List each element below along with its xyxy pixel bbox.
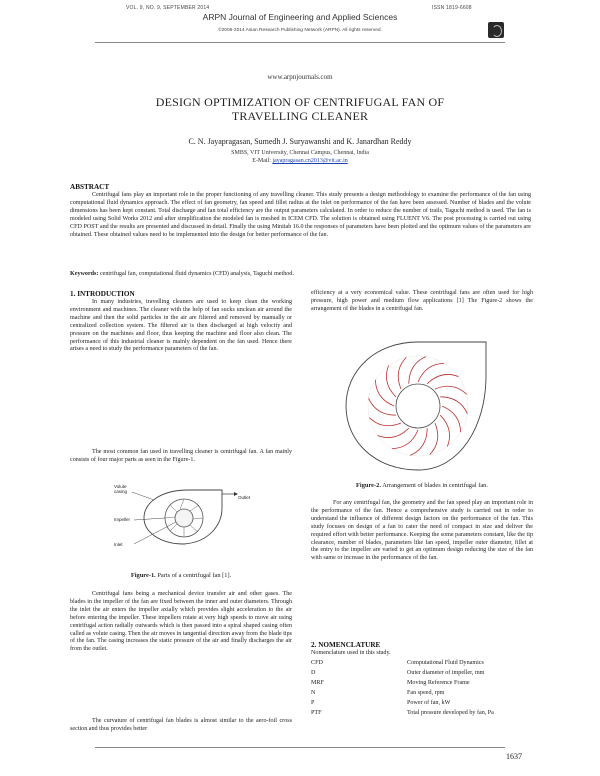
nomenclature-table	[311, 660, 533, 730]
journal-name: ARPN Journal of Engineering and Applied Sciences	[202, 12, 398, 22]
keywords-text: centrifugal fan, computational fluid dynamics (CFD) analysis, Taguchi method.	[98, 271, 294, 277]
paper-title	[60, 95, 540, 123]
nomenclature-definition: Moving Reference Frame	[407, 680, 470, 686]
col1-paragraph-4: The curvature of centrifugal fan blades is almost similar to the aero-foil cross section and thus provides better	[70, 718, 292, 732]
affiliation-block	[0, 149, 600, 165]
fig2-blade	[375, 380, 394, 406]
fig2-impeller-outer	[368, 356, 468, 456]
fig1-label-outlet: Outlet	[238, 495, 251, 500]
fig2-blade	[392, 430, 418, 449]
nomenclature-symbol: N	[311, 690, 316, 696]
fig1-inlet-circle	[175, 509, 193, 527]
page-number: 1637	[506, 752, 522, 761]
nomenclature-heading: 2. NOMENCLATURE	[311, 641, 381, 649]
fig2-blade	[410, 428, 427, 455]
figure-1-diagram	[110, 482, 260, 562]
nomenclature-symbol: MRF	[311, 680, 324, 686]
fig2-blade	[409, 357, 426, 384]
email-label: E-Mail:	[252, 158, 273, 164]
fig2-blade	[369, 418, 401, 426]
figure-2-caption-text: Arrangement of blades in centrifugal fan.	[380, 482, 488, 489]
fig2-blade	[378, 428, 409, 437]
keywords-line	[70, 271, 531, 279]
nomenclature-symbol: CFD	[311, 660, 323, 666]
fig2-blade	[435, 386, 467, 394]
nomenclature-symbol: D	[311, 670, 316, 676]
nomenclature-symbol: PTF	[311, 710, 322, 716]
fig1-label-volute: Volute	[114, 484, 127, 489]
nomenclature-definition: Total pressure developed by fan, Pa	[407, 710, 494, 716]
fig2-blade	[418, 363, 444, 382]
nomenclature-definition: Outer diameter of impeller, mm	[407, 670, 485, 676]
fig2-blade	[440, 397, 467, 414]
nomenclature-definition: Fan speed, rpm	[407, 690, 445, 696]
figure-2-blade-diagram	[336, 336, 506, 474]
fig1-label-impeller: Impeller	[114, 517, 131, 522]
fig2-blade	[430, 423, 438, 455]
nomenclature-symbol: P	[311, 700, 315, 706]
fig2-blade	[386, 366, 395, 397]
fig1-label-casing: casing	[114, 489, 128, 494]
figure-1-caption	[70, 572, 292, 579]
nomenclature-intro: Nomenclature used in this study.	[311, 650, 391, 656]
footer-divider	[95, 747, 505, 748]
intro-paragraph-2: The most common fan used in travelling cleaner is centrifugal fan. A fan mainly consists of four major parts as seen in the Figure-1.	[70, 449, 292, 463]
affiliation: SMBS, VIT University, Chennai Campus, Chennai, India	[231, 150, 369, 156]
fig2-blade	[369, 398, 396, 415]
figure-1-caption-label: Figure-1.	[130, 572, 156, 579]
nomenclature-definition: Power of fan, kW	[407, 700, 451, 706]
figure-2-caption-label: Figure-2.	[356, 482, 381, 489]
nomenclature-definition: Computational Fluid Dynamics	[407, 660, 484, 666]
fig2-blade	[440, 415, 449, 446]
volume-info: VOL. 9, NO. 9, SEPTEMBER 2014	[126, 5, 210, 11]
col2-paragraph-1: efficiency at a very economical value. These centrifugal fans are often used for high pressure, high power and medium flow applications [1] The Figure-2 shows the arrangement of the blades in a centrifugal fan.	[311, 290, 533, 312]
fig2-blade	[427, 374, 458, 383]
keywords-label: Keywords:	[70, 271, 99, 277]
issn: ISSN 1819-6608	[432, 5, 472, 11]
copyright-notice: ©2006-2014 Asian Research Publishing Network (ARPN). All rights reserved.	[218, 28, 382, 33]
col2-paragraph-2: For any centrifugal fan, the geometry and the fan speed play an important role in the performance of the fan. Hence a comprehensive study is carried out in order to understand the influence of different design factors on the performance of the fan. This study focuses on design of a fan to cater the need of compact in size and deliver the required effort with better performance. Keeping the some parameters constant, like the tip clearance, number of blades, parameters like fan speed, impeller outer diameter, fillet at the entry to the impeller are varied to get an optimum design reducing the size of the fan with same or increase in the performance of the fan.	[311, 500, 533, 562]
abstract-text: Centrifugal fans play an important role in the proper functioning of any travelling cleaner. This study presents a design methodology to examine the performance of the fan using computational fluid dynamics approach. The effect of fan geometry, fan speed and fillet radius at the inlet on performance of the fan have been assessed. Number of blades and the volute dimensions has been kept constant. Total discharge and fan total efficiency are the output parameters calculated. In order to reduce the number of trails, Taguchi method is used. The fan is modeled using Solid Works 2012 and after simplification the modeled fan is meshed in ICEM CFD. The solution is obtained using FLUENT V6. The post processing is carried out using CFD POST and the results are presented and discussed in detail. Finally the using Minitab 16.0 the responses of parameters have been plotted and the optimum values of the parameters are obtained. These obtained values need to be implemented into the design for better performance of the fan.	[70, 192, 531, 238]
arpn-logo-icon	[488, 22, 504, 38]
authors: C. N. Jayapragasan, Sumedh J. Suryawanshi and K. Janardhan Reddy	[188, 137, 412, 146]
figure-2-caption	[311, 482, 533, 489]
paper-title-line-1: DESIGN OPTIMIZATION OF CENTRIFUGAL FAN OF	[155, 95, 445, 109]
fig1-label-inlet: Inlet	[114, 542, 123, 547]
header-divider	[95, 42, 505, 43]
figure-1-caption-text: Parts of a centrifugal fan [1].	[155, 572, 232, 579]
abstract-heading: ABSTRACT	[70, 183, 110, 191]
intro-paragraph-1: In many industries, travelling cleaners are used to keep clean the working environment and machines. The cleaner with the help of fan sucks unclean air around the machine and then the solid particles in the air are filtered and removed by manually or centralized collection system. The filtered air is then discharged at high velocity and pressure on the machines and floor, thus keeping the machine and floor also clean. The performance of this industrial cleaner is mainly dependent on the fan used. Hence there arises a need to study the performance parameters of the fan.	[70, 299, 292, 353]
paper-title-line-2: TRAVELLING CLEANER	[231, 109, 369, 123]
email-line	[0, 157, 600, 165]
col1-paragraph-3: Centrifugal fans being a mechanical device transfer air and other gases. The blades in the impeller of the fan are fixed between the inner and outer diameters. Through the inlet the air enters the impeller axially which provides slight acceleration to the air before entering the impeller. These impellers rotate at very high speeds to move air using centrifugal action radially outwards which is then passed into a spiral shaped casing often called as volute casing. Then the air moves in tangential direction away from the blade tips of the fan. The casing increases the static pressure of the air and finally discharges the air from the outlet.	[70, 591, 292, 653]
fig2-blade	[442, 406, 461, 432]
email-link[interactable]: jayapragasan.cn2013@vit.ac.in	[272, 158, 348, 164]
fig2-hub	[396, 384, 440, 428]
introduction-heading: 1. INTRODUCTION	[70, 290, 135, 298]
fig2-casing-outline	[346, 342, 486, 470]
fig2-blade	[398, 357, 406, 389]
journal-url[interactable]: www.arpnjournals.com	[267, 73, 333, 81]
fig2-blades	[369, 357, 468, 456]
